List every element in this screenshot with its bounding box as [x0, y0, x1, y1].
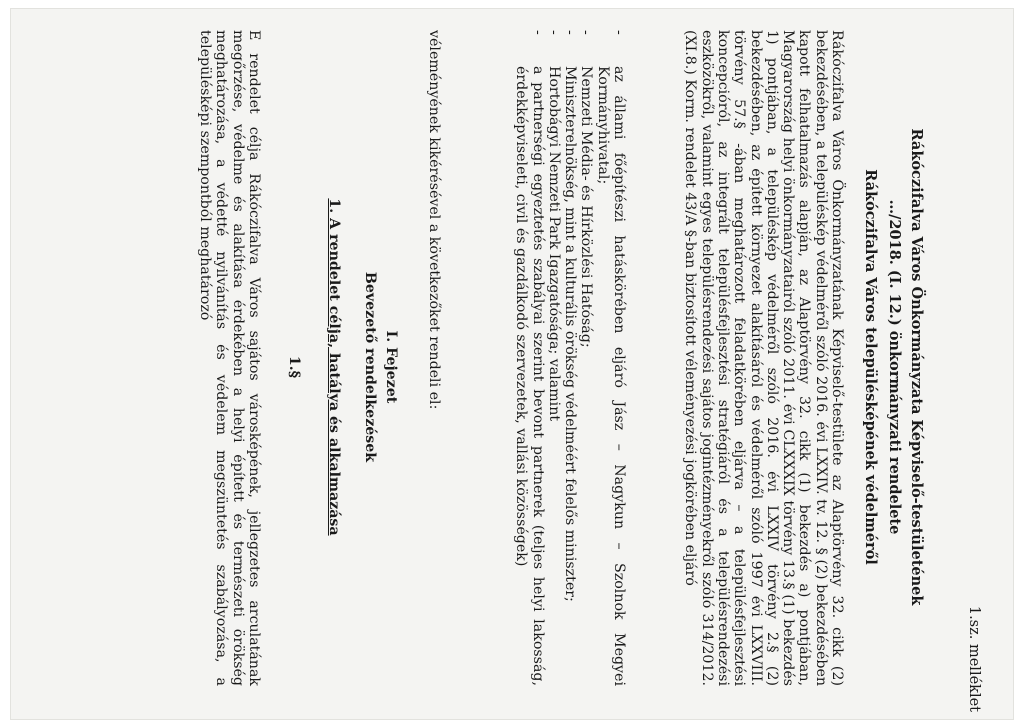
- regulation-issuer-heading: Rákóczifalva Város Önkormányzata Képviselő-testületének: [908, 128, 925, 606]
- chapter-number: I. Fejezet: [383, 330, 399, 404]
- closing-line: véleményének kikérésével a következőket rendeli el:: [426, 30, 442, 410]
- list-bullet: -: [562, 30, 579, 35]
- list-item-text: a partnerségi egyeztetés szabályai szerint bevont partnerek (teljes helyi lakosság, érdekképviseleti, civil és gazdálkodó szervezetek, vallási közösségek): [513, 66, 546, 686]
- chapter-title: Bevezető rendelkezések: [362, 271, 378, 463]
- list-item: [578, 30, 594, 686]
- list-item: [562, 30, 578, 686]
- list-item-text: az állami főépítészi hatáskörében eljáró Jász – Nagykun – Szolnok Megyei Kormányhivatal;: [594, 66, 627, 686]
- scanned-page-background: [10, 8, 1014, 720]
- list-bullet: -: [578, 30, 595, 35]
- regulation-subject-heading: Rákóczifalva Város településképének védelméről: [862, 169, 879, 565]
- list-bullet: -: [529, 30, 546, 35]
- section-title: 1. A rendelet célja, hatálya és alkalmazása: [326, 198, 342, 536]
- intro-paragraph-text: Rákóczifalva Város Önkormányzatának Képviselő-testülete az Alaptörvény 32. cikk (2) bekezdésében, a településkép védelméről szóló 2016. évi LXXIV. tv. 12. § (2) bekezdésében kapott felhatalmazás alapján, az Alaptörvény 32. cikk (1) bekezdés a) pontjában, Magyarország helyi önkormányzatairól szóló 2011. évi CLXXXIX törvény 13.§ (1) bekezdés 1) pontjában, a településkép védelméről szóló 2016. évi LXXIV törvény 2.§ (2) bekezdésében, az épített környezet alakításáról és védelméről szóló 1997 évi LXXVIII. törvény 57.§ -ában meghatározott feladatkörében eljárva – a településfejlesztési koncepcióról, az integrált településfejlesztési stratégiáról és a településrendezési eszközökről, valamint egyes településrendezési sajátos jogintézményekről szóló 314/2012. (XI.8.) Korm. rendelet 43/A §-ban biztosított véleményezési jogkörében eljáró: [682, 30, 845, 686]
- purpose-paragraph: E rendelet célja Rákóczifalva Város sajátos városképének, jellegzetes arculatának megőrzése, védelme és alakítása érdekében a helyi épített és természeti örökség meghatározása, a védetté nyilvánítás és védelem megszüntetés szabályozása, a településképi szempontból meghatározó: [197, 30, 262, 686]
- list-item-text: Nemzeti Média- és Hírközlési Hatóság;: [578, 66, 595, 348]
- consulted-bodies-list: [513, 30, 627, 686]
- annex-label: 1.sz. melléklet: [966, 605, 982, 712]
- document-page: [22, 22, 1002, 712]
- intro-paragraph: [682, 30, 845, 686]
- regulation-number-heading: …/2018. (I. 12.) önkormányzati rendelete: [886, 199, 903, 535]
- list-item: [594, 30, 627, 686]
- list-item: [546, 30, 562, 686]
- article-number: 1.§: [286, 355, 302, 379]
- list-item: [513, 30, 546, 686]
- list-item-text: Miniszterelnökség, mint a kulturális örökség védelméért felelős miniszter;: [562, 66, 579, 602]
- list-bullet: -: [611, 30, 627, 35]
- list-item-text: Hortobágyi Nemzeti Park Igazgatósága; valamint: [545, 66, 562, 422]
- list-bullet: -: [545, 30, 562, 35]
